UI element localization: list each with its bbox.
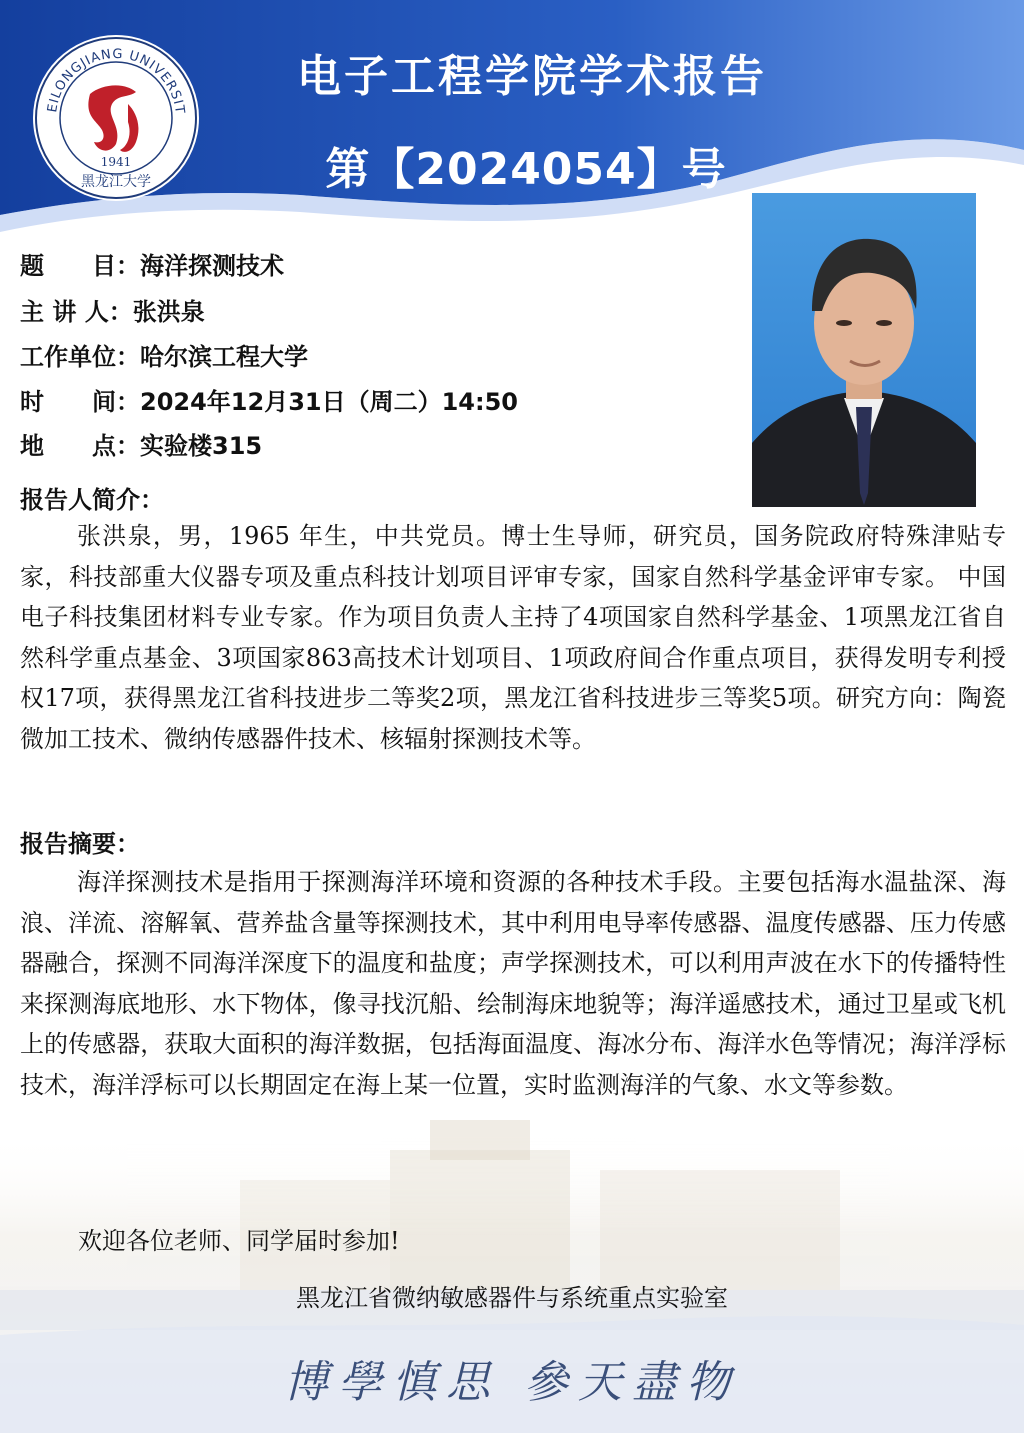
info-location: [20, 429, 262, 463]
affiliation-value: 哈尔滨工程大学: [140, 343, 308, 371]
university-motto: 博學慎思 參天盡物: [284, 1357, 740, 1408]
logo-chinese-name: 黑龙江大学: [81, 174, 151, 190]
welcome-text: 欢迎各位老师、同学届时参加!: [78, 1227, 400, 1255]
location-label: 地 点：: [20, 432, 140, 460]
info-topic: [20, 249, 284, 283]
bio-heading: 报告人简介：: [20, 486, 164, 514]
info-affiliation: [20, 340, 308, 374]
logo-university-name: EILONGJIANG UNIVERSIT: [45, 46, 187, 116]
info-speaker: [20, 295, 205, 329]
time-label: 时 间：: [20, 388, 140, 416]
logo-year: 1941: [100, 155, 132, 169]
speaker-photo: [752, 193, 976, 507]
organizer: 黑龙江省微纳敏感器件与系统重点实验室: [296, 1284, 728, 1312]
abstract-heading: 报告摘要：: [20, 830, 140, 858]
affiliation-label: 工作单位：: [20, 343, 140, 371]
speaker-value: 张洪泉: [132, 298, 205, 326]
location-value: 实验楼315: [140, 432, 263, 460]
speaker-label: 主 讲 人：: [20, 298, 133, 326]
bio-text: 张洪泉，男，1965 年生，中共党员。博士生导师，研究员，国务院政府特殊津贴专家，科技部重大仪器专项及重点科技计划项目评审专家，国家自然科学基金评审专家。 中国电子科技集团材料专业专家。作为项目负责人主持了4项国家自然科学基金、1项黑龙江省自然科学重点基金、3项国家863高技术计划项目、1项政府间合作重点项目，获得发明专利授权17项，获得黑龙江省科技进步二等奖2项，黑龙江省科技进步三等奖5项。研究方向：陶瓷微加工技术、微纳传感器件技术、核辐射探测技术等。: [20, 522, 1006, 753]
topic-label: 题 目：: [20, 252, 140, 280]
topic-value: 海洋探测技术: [140, 252, 284, 280]
issue-number: 第【2024054】号: [325, 144, 727, 195]
info-time: [20, 385, 518, 419]
time-value: 2024年12月31日（周二）14:50: [140, 388, 518, 416]
abstract-text: 海洋探测技术是指用于探测海洋环境和资源的各种技术手段。主要包括海水温盐深、海浪、洋流、溶解氧、营养盐含量等探测技术，其中利用电导率传感器、温度传感器、压力传感器融合，探测不同海洋深度下的温度和盐度；声学探测技术，可以利用声波在水下的传播特性来探测海底地形、水下物体，像寻找沉船、绘制海床地貌等；海洋遥感技术，通过卫星或飞机上的传感器，获取大面积的海洋数据，包括海面温度、海冰分布、海洋水色等情况；海洋浮标技术，海洋浮标可以长期固定在海上某一位置，实时监测海洋的气象、水文等参数。: [20, 868, 1006, 1099]
page-title: 电子工程学院学术报告: [297, 51, 767, 102]
